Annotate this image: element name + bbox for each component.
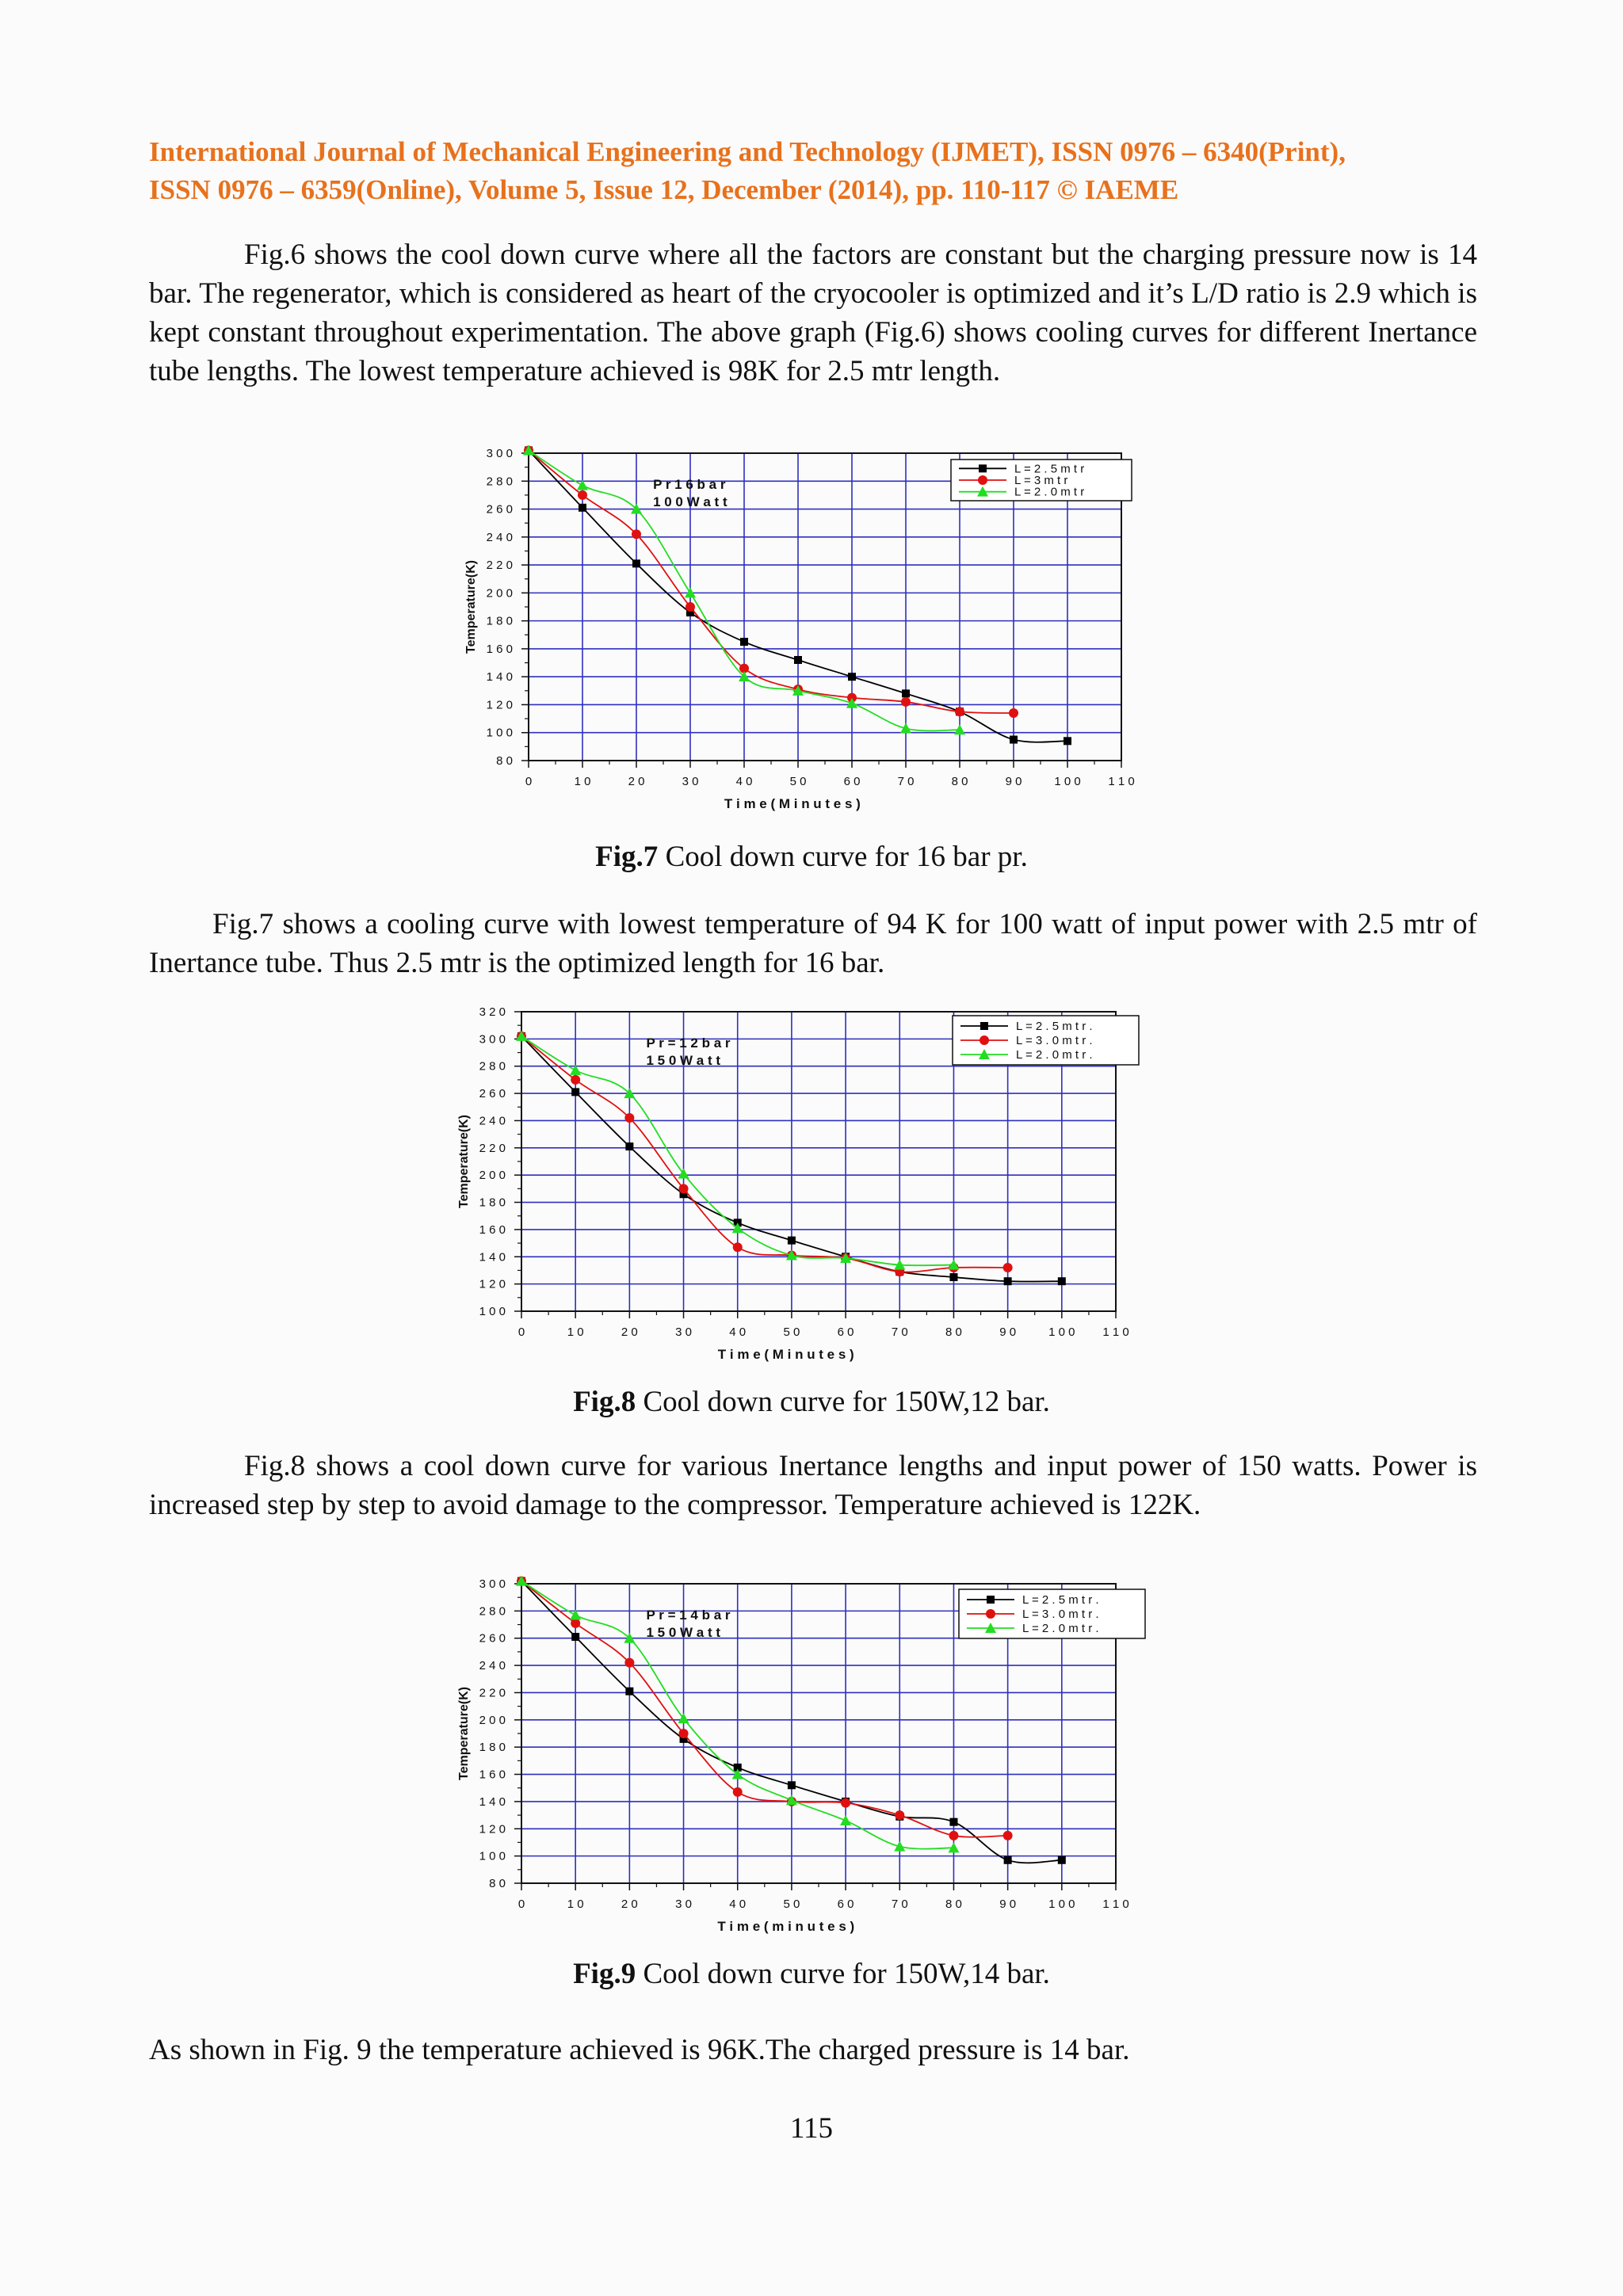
y-tick-label: 3 0 0 (486, 447, 513, 460)
y-axis-label: Temperature(K) (457, 1687, 471, 1780)
data-point (949, 1273, 957, 1281)
legend-marker (980, 1035, 989, 1045)
x-tick-label: 0 (525, 775, 533, 788)
legend (951, 460, 1132, 501)
data-point (848, 673, 856, 681)
chart-annotation: P r 1 6 b a r (653, 477, 726, 492)
data-point (625, 1688, 633, 1695)
data-point (901, 697, 911, 707)
data-point (679, 1184, 689, 1193)
y-tick-label: 2 6 0 (479, 1631, 506, 1646)
y-tick-label: 2 0 0 (486, 586, 513, 601)
legend (959, 1589, 1145, 1638)
caption-fig7-text: Cool down curve for 16 bar pr. (658, 841, 1028, 873)
y-tick-label: 2 8 0 (486, 475, 513, 489)
x-tick-label: 1 1 0 (1108, 775, 1135, 788)
data-point (895, 1810, 904, 1820)
legend-label: L = 2 . 5 m t r (1014, 462, 1085, 476)
y-tick-label: 1 0 0 (479, 1849, 506, 1863)
legend (953, 1016, 1139, 1065)
data-point (579, 504, 586, 512)
caption-fig8-text: Cool down curve for 150W,12 bar. (636, 1386, 1050, 1418)
legend-label: L = 2 . 0 m t r (1014, 485, 1085, 499)
y-axis-label: Temperature(K) (457, 1115, 471, 1208)
data-point (841, 1798, 850, 1808)
chart-annotation: 1 0 0 W a t t (653, 494, 727, 509)
x-tick-label: 0 (517, 1325, 525, 1339)
data-point (1058, 1856, 1066, 1864)
data-point (740, 638, 748, 646)
y-axis (479, 1005, 521, 1318)
legend-label: L = 2 . 5 m t r . (1022, 1593, 1099, 1607)
x-tick-label: 1 0 (567, 1897, 584, 1911)
x-tick-label: 1 0 (574, 775, 591, 788)
y-tick-label: 1 6 0 (479, 1222, 506, 1237)
chart-annotation: 1 5 0 W a t t (646, 1625, 721, 1640)
y-tick-label: 2 4 0 (486, 530, 513, 544)
data-point (1004, 1856, 1012, 1864)
x-axis (525, 761, 1135, 788)
x-tick-label: 6 0 (837, 1897, 854, 1911)
x-axis-label: T i m e ( M i n u t e s ) (717, 1347, 854, 1362)
y-axis (479, 1577, 521, 1890)
x-tick-label: 7 0 (891, 1325, 908, 1339)
page-number: 115 (789, 2112, 834, 2145)
series-line (529, 450, 1014, 713)
y-tick-label: 2 0 0 (479, 1169, 506, 1183)
x-tick-label: 3 0 (675, 1325, 692, 1339)
data-point (625, 1142, 633, 1150)
chart-annotation: P r = 1 4 b a r (646, 1608, 731, 1623)
data-point (902, 689, 910, 697)
caption-fig9-text: Cool down curve for 150W,14 bar. (636, 1958, 1050, 1990)
x-axis (518, 1883, 1129, 1911)
data-point (571, 1633, 579, 1641)
y-tick-label: 1 6 0 (486, 642, 513, 656)
data-point (624, 1658, 634, 1668)
chart-annotation: P r = 1 2 b a r (646, 1035, 731, 1051)
y-tick-label: 3 2 0 (479, 1005, 506, 1019)
x-tick-label: 2 0 (621, 1325, 638, 1339)
data-point (1058, 1277, 1066, 1285)
x-tick-label: 6 0 (843, 775, 861, 788)
y-tick-label: 3 0 0 (479, 1032, 506, 1047)
data-point (578, 490, 587, 500)
chart-fig7 (444, 444, 1205, 816)
y-tick-label: 1 2 0 (479, 1822, 506, 1836)
x-tick-label: 1 0 0 (1048, 1325, 1075, 1339)
y-axis-label: Temperature(K) (464, 560, 478, 654)
data-point (894, 1841, 905, 1852)
x-tick-label: 3 0 (682, 775, 699, 788)
caption-fig7-label: Fig.7 (595, 841, 659, 873)
caption-fig9-label: Fig.9 (573, 1958, 636, 1990)
data-point (840, 1815, 851, 1825)
legend-label: L = 2 . 0 m t r . (1016, 1048, 1093, 1062)
x-tick-label: 2 0 (628, 775, 645, 788)
legend-marker (980, 1022, 988, 1030)
x-tick-label: 9 0 (999, 1897, 1017, 1911)
y-tick-label: 1 8 0 (479, 1196, 506, 1210)
x-tick-label: 9 0 (999, 1325, 1017, 1339)
paragraph-fig7: Fig.7 shows a cooling curve with lowest temperature of 94 K for 100 watt of input power with 2.5 mtr of Inertance tube. Thus 2.5 mtr is the optimized length for 16 bar. (149, 908, 1477, 979)
data-point (788, 1781, 796, 1789)
x-tick-label: 5 0 (783, 1897, 800, 1911)
y-tick-label: 3 0 0 (479, 1577, 506, 1591)
caption-fig9 (0, 1955, 1623, 1993)
x-tick-label: 5 0 (783, 1325, 800, 1339)
y-tick-label: 2 6 0 (479, 1087, 506, 1101)
x-tick-label: 7 0 (891, 1897, 908, 1911)
journal-header (149, 133, 1477, 209)
x-tick-label: 3 0 (675, 1897, 692, 1911)
journal-header-line-2: ISSN 0976 – 6359(Online), Volume 5, Issue 12, December (2014), pp. 110-117 © IAEME (149, 174, 1179, 205)
legend-label: L = 3 . 0 m t r . (1016, 1034, 1093, 1047)
legend-marker (978, 475, 987, 485)
legend-label: L = 3 . 0 m t r . (1022, 1608, 1099, 1621)
data-point (1003, 1831, 1013, 1840)
data-point (900, 723, 911, 733)
data-point (624, 1113, 634, 1123)
data-point (679, 1729, 689, 1738)
x-tick-label: 1 0 0 (1048, 1897, 1075, 1911)
y-tick-label: 2 8 0 (479, 1059, 506, 1074)
legend-marker (987, 1596, 995, 1604)
x-tick-label: 6 0 (837, 1325, 854, 1339)
caption-fig8 (0, 1383, 1623, 1421)
data-point (1064, 737, 1071, 745)
y-tick-label: 2 2 0 (479, 1141, 506, 1155)
x-axis (518, 1311, 1129, 1339)
y-tick-label: 2 4 0 (479, 1114, 506, 1128)
series-1 (517, 1577, 1013, 1840)
caption-fig7 (0, 838, 1623, 876)
y-tick-label: 1 4 0 (479, 1794, 506, 1809)
data-point (949, 1818, 957, 1826)
x-tick-label: 0 (517, 1897, 525, 1911)
y-tick-label: 8 0 (489, 1877, 506, 1890)
x-tick-label: 9 0 (1005, 775, 1022, 788)
y-tick-label: 1 6 0 (479, 1768, 506, 1782)
x-tick-label: 4 0 (729, 1325, 747, 1339)
data-point (949, 1831, 958, 1840)
legend-marker (986, 1609, 995, 1619)
caption-fig8-label: Fig.8 (573, 1386, 636, 1418)
data-point (632, 529, 641, 539)
data-point (1010, 736, 1018, 744)
y-tick-label: 2 2 0 (486, 559, 513, 573)
y-tick-label: 2 6 0 (486, 502, 513, 517)
legend-marker (979, 464, 987, 472)
chart-fig8 (436, 1000, 1205, 1364)
y-tick-label: 1 0 0 (479, 1305, 506, 1318)
chart-annotation: 1 5 0 W a t t (646, 1053, 721, 1068)
y-tick-label: 1 2 0 (479, 1277, 506, 1291)
x-tick-label: 8 0 (945, 1325, 962, 1339)
data-point (571, 1088, 579, 1096)
series-1 (517, 1032, 1013, 1276)
y-tick-label: 2 8 0 (479, 1604, 506, 1619)
y-tick-label: 1 8 0 (486, 614, 513, 628)
data-point (685, 602, 695, 612)
y-tick-label: 2 2 0 (479, 1686, 506, 1700)
x-tick-label: 5 0 (789, 775, 807, 788)
data-point (733, 1242, 743, 1252)
data-point (955, 707, 964, 716)
x-tick-label: 4 0 (735, 775, 753, 788)
data-point (1003, 1263, 1013, 1272)
data-point (632, 559, 640, 567)
legend-label: L = 2 . 5 m t r . (1016, 1020, 1093, 1033)
y-tick-label: 2 0 0 (479, 1713, 506, 1727)
data-point (788, 1237, 796, 1245)
y-tick-label: 2 4 0 (479, 1659, 506, 1673)
data-point (571, 1619, 580, 1628)
y-axis (487, 447, 529, 768)
data-point (571, 1075, 580, 1085)
paragraph-fig9: As shown in Fig. 9 the temperature achieved is 96K.The charged pressure is 14 bar. (149, 2034, 1130, 2066)
legend-label: L = 3 m t r (1014, 474, 1068, 487)
chart-fig9 (436, 1572, 1205, 1936)
x-tick-label: 4 0 (729, 1897, 747, 1911)
y-tick-label: 1 0 0 (486, 726, 513, 740)
y-tick-label: 8 0 (496, 754, 513, 768)
paragraph-fig8: Fig.8 shows a cool down curve for various Inertance lengths and input power of 150 watts. Power is increased step by step to avoid damage to the compressor. Temperature achieved is 122K. (149, 1450, 1477, 1521)
x-tick-label: 1 0 0 (1054, 775, 1081, 788)
y-tick-label: 1 8 0 (479, 1741, 506, 1755)
series-line (521, 1036, 1008, 1272)
data-point (733, 1787, 743, 1797)
data-point (794, 656, 802, 664)
series-line (521, 1581, 1008, 1837)
x-tick-label: 1 1 0 (1102, 1325, 1129, 1339)
x-tick-label: 8 0 (951, 775, 968, 788)
x-axis-label: T i m e ( M i n u t e s ) (724, 796, 861, 811)
y-tick-label: 1 2 0 (486, 698, 513, 712)
x-tick-label: 8 0 (945, 1897, 962, 1911)
x-tick-label: 7 0 (897, 775, 915, 788)
y-tick-label: 1 4 0 (479, 1250, 506, 1264)
journal-header-line-1: International Journal of Mechanical Engineering and Technology (IJMET), ISSN 0976 – 6340(Print), (149, 136, 1346, 167)
paragraph-fig6: Fig.6 shows the cool down curve where all the factors are constant but the charging pressure now is 14 bar. The regenerator, which is considered as heart of the cryocooler is optimized and it’s L/D ratio is 2.9 which is kept constant throughout experimentation. The above graph (Fig.6) shows cooling curves for different Inertance tube lengths. The lowest temperature achieved is 98K for 2.5 mtr length. (149, 238, 1477, 387)
x-tick-label: 2 0 (621, 1897, 638, 1911)
y-tick-label: 1 4 0 (486, 670, 513, 685)
x-tick-label: 1 1 0 (1102, 1897, 1129, 1911)
x-axis-label: T i m e ( m i n u t e s ) (717, 1919, 855, 1934)
x-tick-label: 1 0 (567, 1325, 584, 1339)
data-point (1004, 1277, 1012, 1285)
legend-label: L = 2 . 0 m t r . (1022, 1622, 1099, 1635)
data-point (1009, 708, 1018, 718)
